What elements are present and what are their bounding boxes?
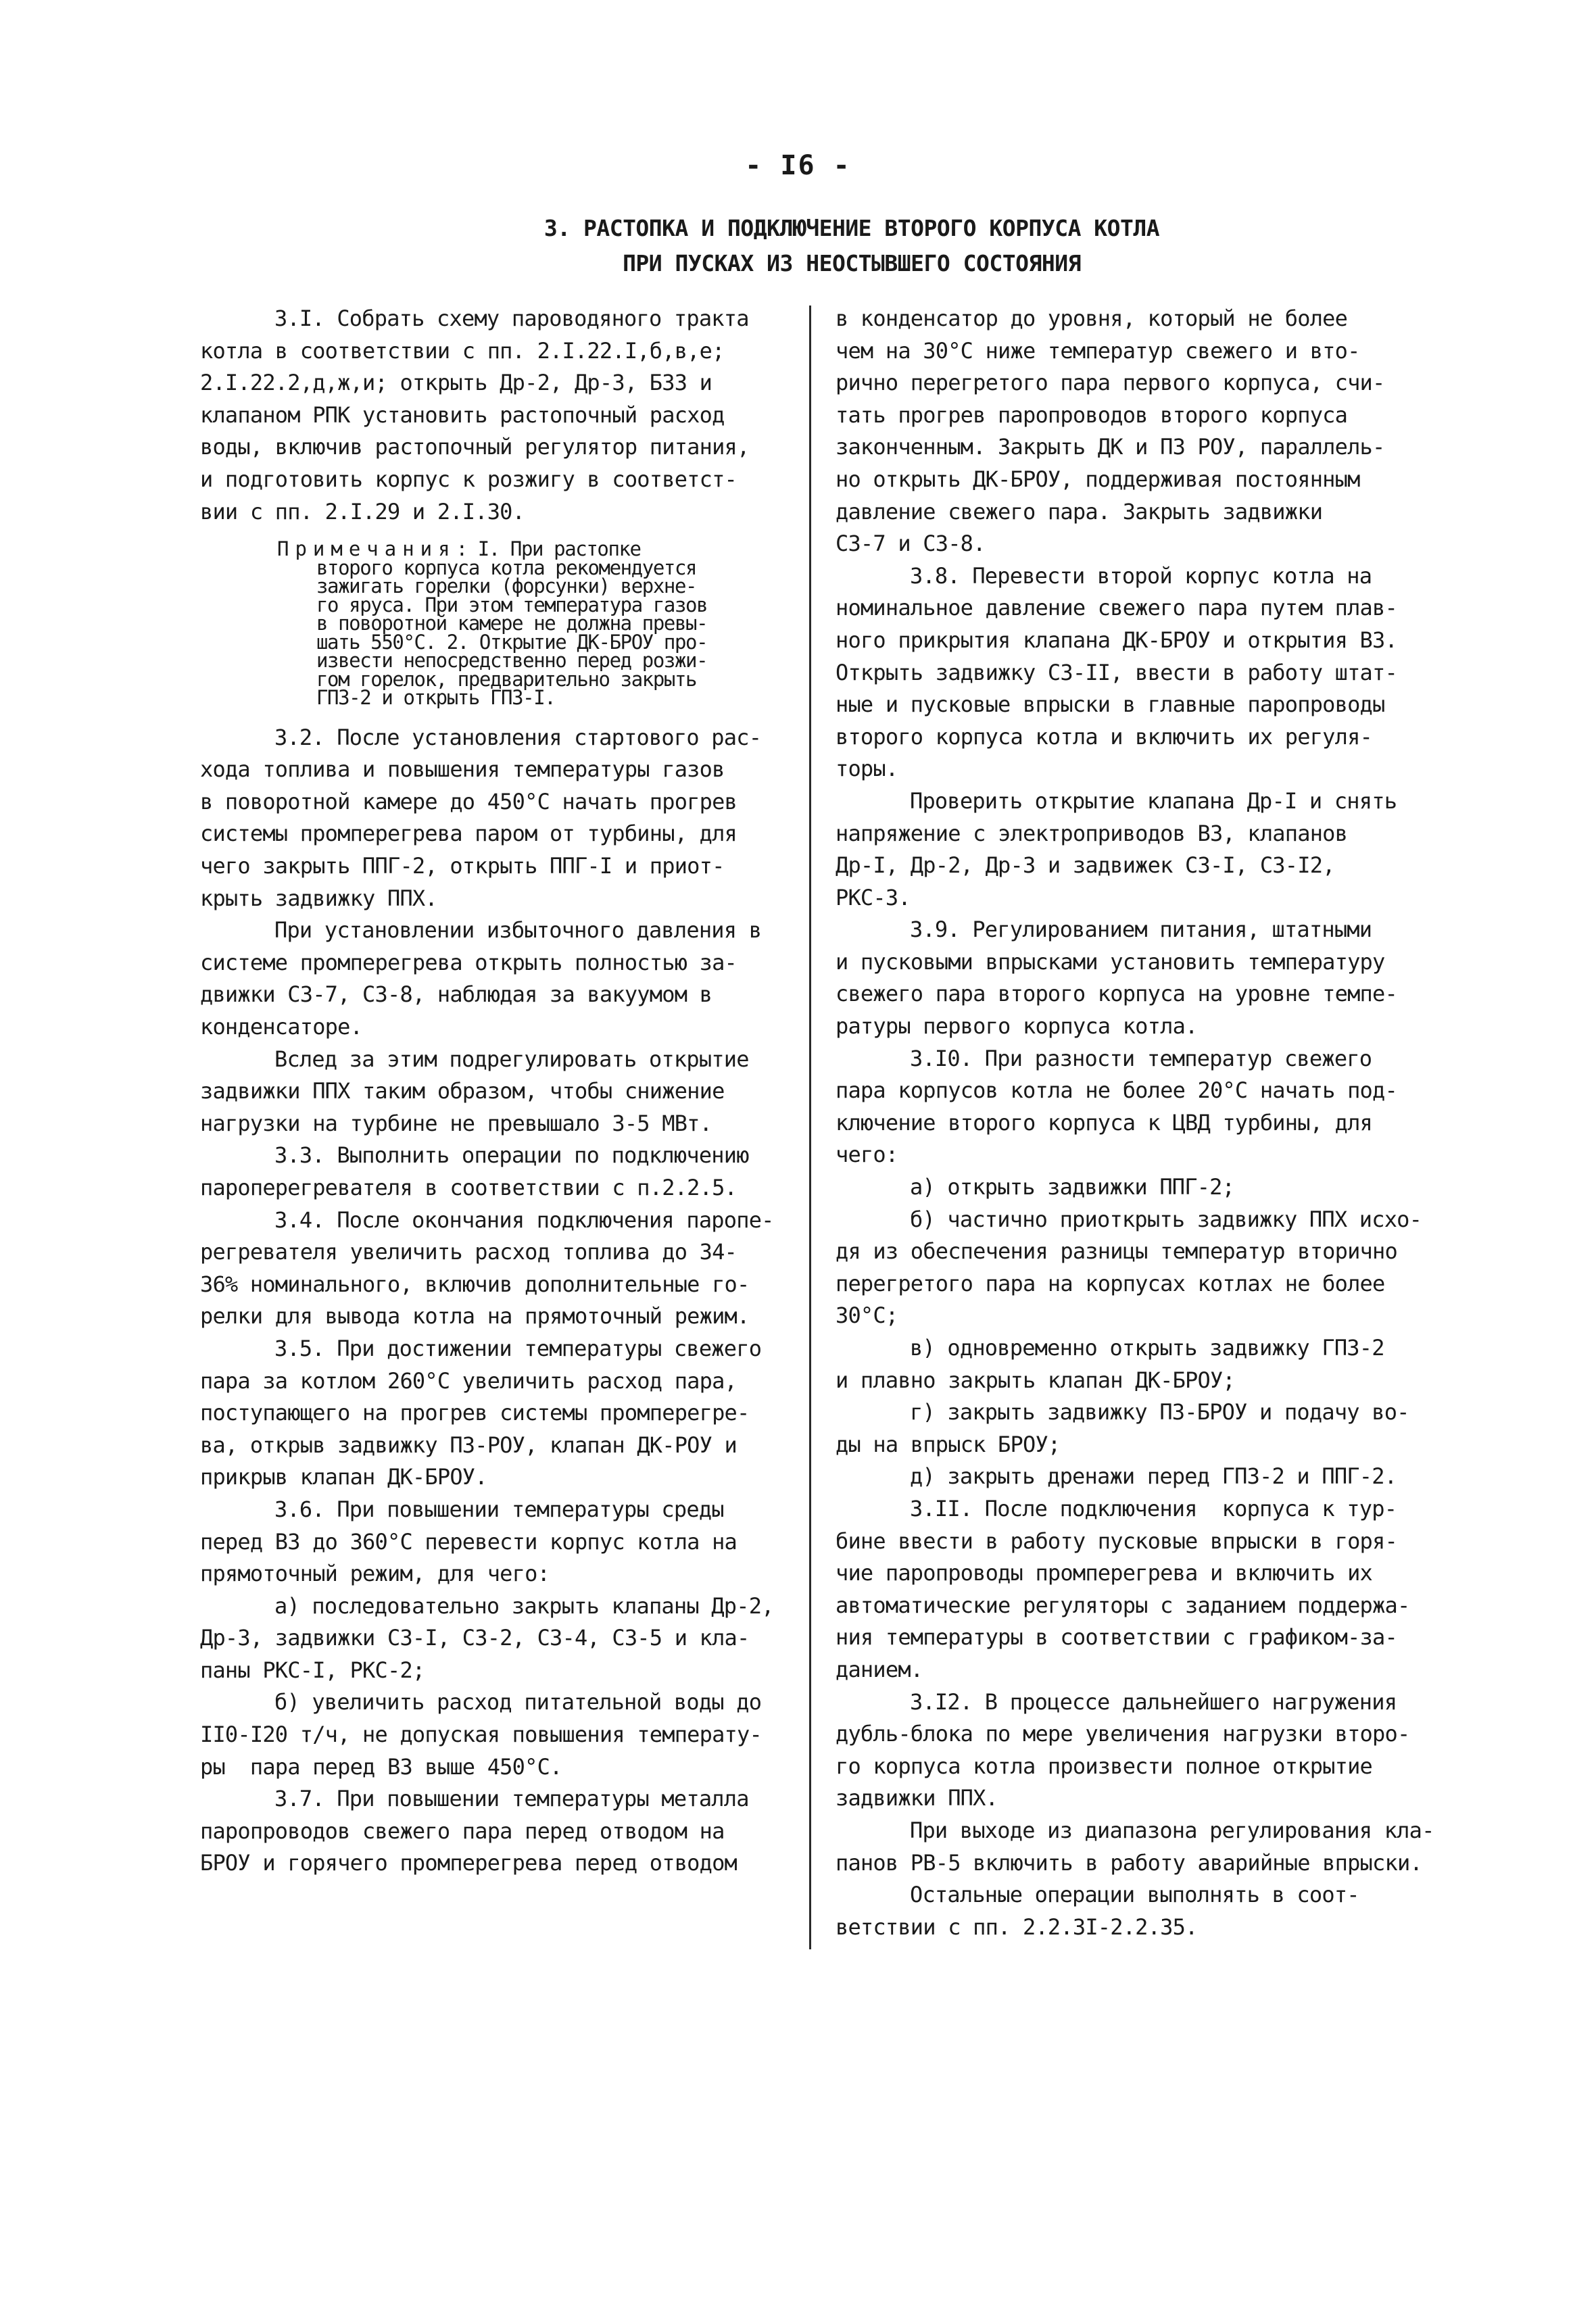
text-line: 30°С; [836, 1302, 898, 1329]
text-line: прямоточный режим, для чего: [200, 1561, 550, 1587]
text-line: ветствии с пп. 2.2.3I-2.2.35. [836, 1914, 1198, 1940]
text-line: тать прогрев паропроводов второго корпуса [836, 401, 1348, 428]
text-line: 36% номинального, включив дополнительные го- [200, 1271, 750, 1297]
text-line: и подготовить корпус к розжигу в соответст- [200, 466, 737, 492]
text-line: дубль-блока по мере увеличения нагрузки второ- [836, 1721, 1410, 1747]
text-line: Др-I, Др-2, Др-3 и задвижек СЗ-I, СЗ-I2, [836, 852, 1335, 879]
text-line: прикрыв клапан ДК-БРОУ. [200, 1464, 487, 1490]
text-line: СЗ-7 и СЗ-8. [836, 531, 986, 557]
text-line: Остальные операции выполнять в соот- [910, 1882, 1359, 1908]
text-line: но открыть ДК-БРОУ, поддерживая постоянным [836, 466, 1360, 492]
note-line: гом горелок, предварительно закрыть [316, 667, 697, 691]
text-line: котла в соответствии с пп. 2.I.22.I,б,в,е; [200, 337, 725, 364]
text-line: и пусковыми впрысками установить температуру [836, 948, 1385, 975]
text-line: перед ВЗ до 360°С перевести корпус котла на [200, 1528, 737, 1555]
text-line: дя из обеспечения разницы температур вторично [836, 1238, 1397, 1265]
text-line: системы промперегрева паром от турбины, для [200, 821, 737, 847]
text-line: ва, открыв задвижку ПЗ-РОУ, клапан ДК-РОУ и [200, 1432, 737, 1458]
section-heading [379, 211, 1325, 281]
text-line: 2.I.22.2,д,ж,и; открыть Др-2, Др-3, БЗЗ и [200, 370, 712, 396]
note-line: извести непосредственно перед розжи- [316, 649, 708, 673]
text-line: паны РКС-I, РКС-2; [200, 1657, 425, 1683]
text-line: хода топлива и повышения температуры газов [200, 756, 725, 783]
text-line: в конденсатор до уровня, который не более [836, 306, 1348, 331]
text-line: Проверить открытие клапана Др-I и снять [910, 787, 1397, 814]
text-line: ния температуры в соответствии с графиком-за- [836, 1624, 1397, 1651]
text-line: крыть задвижку ППХ. [200, 885, 437, 911]
text-line: паропроводов свежего пара перед отводом на [200, 1818, 725, 1844]
note-line: зажигать горелки (форсунки) верхне- [316, 575, 697, 598]
text-line: 3.8. Перевести второй корпус котла на [910, 562, 1372, 589]
text-line: 3.II. После подключения корпуса к тур- [910, 1495, 1397, 1521]
text-line: торы. [836, 756, 898, 782]
text-line: системе промперегрева открыть полностью за- [200, 949, 737, 975]
text-line: задвижки ППХ таким образом, чтобы снижение [200, 1078, 725, 1104]
text-line: законченным. Закрыть ДК и ПЗ РОУ, параллель- [836, 434, 1385, 460]
text-line: нагрузки на турбине не превышало 3-5 МВт. [200, 1110, 712, 1136]
note-line: го яруса. При этом температура газов [316, 593, 708, 616]
note-label: Примечания [277, 537, 456, 561]
text-line: 3.2. После установления стартового рас- [274, 724, 762, 750]
text-line: воды, включив растопочный регулятор питания, [200, 434, 750, 460]
text-line: поступающего на прогрев системы промперегре- [200, 1400, 750, 1426]
text-line: пара за котлом 260°С увеличить расход пара, [200, 1367, 737, 1394]
note-text: : I. При растопке [456, 537, 641, 561]
text-line: чего закрыть ППГ-2, открыть ППГ-I и приот- [200, 853, 725, 879]
text-line: 3.5. При достижении температуры свежего [274, 1335, 762, 1361]
text-line: вии с пп. 2.I.29 и 2.I.30. [200, 498, 525, 525]
text-line: ного прикрытия клапана ДК-БРОУ и открытия ВЗ. [836, 627, 1397, 653]
note-line: второго корпуса котла рекомендуется [316, 556, 697, 579]
text-line: ды на впрыск БРОУ; [836, 1431, 1061, 1457]
text-line: а) открыть задвижки ППГ-2; [910, 1174, 1235, 1200]
text-line: пароперегревателя в соответствии с п.2.2.5. [200, 1174, 737, 1200]
text-line: Др-3, задвижки СЗ-I, СЗ-2, СЗ-4, СЗ-5 и кла- [200, 1625, 750, 1651]
text-line: II0-I20 т/ч, не допуская повышения температу- [200, 1722, 762, 1748]
text-line: го корпуса котла произвести полное открытие [836, 1753, 1373, 1779]
text-line: 3.I. Собрать схему пароводяного тракта [274, 306, 749, 331]
text-line: в поворотной камере до 450°С начать прогрев [200, 788, 737, 814]
text-line: 3.4. После окончания подключения паропе- [274, 1207, 774, 1233]
text-line: давление свежего пара. Закрыть задвижки [836, 498, 1323, 525]
text-line: БРОУ и горячего промперегрева перед отводом [200, 1850, 737, 1876]
left-column [200, 303, 795, 1880]
heading-line-2: ПРИ ПУСКАХ ИЗ НЕОСТЫВШЕГО СОСТОЯНИЯ [623, 250, 1081, 276]
text-line: чем на 30°С ниже температур свежего и вто- [836, 337, 1360, 364]
text-line: ключение второго корпуса к ЦВД турбины, для [836, 1109, 1373, 1136]
text-line: ратуры первого корпуса котла. [836, 1013, 1198, 1040]
text-line: данием. [836, 1656, 923, 1682]
text-line: б) частично приоткрыть задвижку ППХ исхо- [910, 1206, 1422, 1232]
text-line: д) закрыть дренажи перед ГПЗ-2 и ППГ-2. [910, 1463, 1397, 1490]
text-line: регревателя увеличить расход топлива до 34- [200, 1239, 737, 1265]
text-line: 3.I0. При разности температур свежего [910, 1045, 1372, 1071]
text-line: РКС-3. [836, 884, 911, 910]
note-block [200, 537, 795, 710]
text-line: релки для вывода котла на прямоточный режим. [200, 1303, 750, 1330]
text-line: 3.I2. В процессе дальнейшего нагружения [910, 1688, 1397, 1715]
text-line: 3.3. Выполнить операции по подключению [274, 1142, 749, 1169]
text-line: движки СЗ-7, СЗ-8, наблюдая за вакуумом в [200, 981, 712, 1008]
text-line: При установлении избыточного давления в [274, 917, 762, 944]
text-line: перегретого пара на корпусах котлах не более [836, 1270, 1385, 1296]
text-line: автоматические регуляторы с заданием поддержа- [836, 1592, 1410, 1618]
text-line: чего: [836, 1142, 898, 1168]
text-line: Вслед за этим подрегулировать открытие [274, 1046, 749, 1072]
page-number: - I6 - [745, 150, 851, 181]
text-line: При выходе из диапазона регулирования кла- [910, 1817, 1434, 1843]
note-line: в поворотной камере не должна превы- [316, 612, 708, 635]
right-column [836, 303, 1452, 1943]
text-line: задвижки ППХ. [836, 1785, 998, 1811]
text-line: панов РВ-5 включить в работу аварийные впрыски. [836, 1849, 1422, 1876]
text-line: напряжение с электроприводов ВЗ, клапанов [836, 820, 1348, 846]
note-line: шать 550°С. 2. Открытие ДК-БРОУ про- [316, 630, 708, 654]
text-line: в) одновременно открыть задвижку ГПЗ-2 [910, 1335, 1384, 1361]
text-line: ные и пусковые впрыски в главные паропроводы [836, 691, 1385, 718]
text-line: свежего пара второго корпуса на уровне темпе- [836, 981, 1397, 1007]
text-line: б) увеличить расход питательной воды до [274, 1689, 762, 1715]
heading-line-1: 3. РАСТОПКА И ПОДКЛЮЧЕНИЕ ВТОРОГО КОРПУСА КОТЛА [543, 215, 1160, 241]
text-line: 3.9. Регулированием питания, штатными [910, 917, 1372, 943]
text-line: г) закрыть задвижку ПЗ-БРОУ и подачу во- [910, 1399, 1409, 1425]
text-line: ры пара перед ВЗ выше 450°С. [200, 1753, 562, 1780]
text-line: пара корпусов котла не более 20°С начать под- [836, 1077, 1397, 1104]
text-line: бине ввести в работу пусковые впрыски в горя- [836, 1528, 1397, 1554]
text-line: а) последовательно закрыть клапаны Др-2, [274, 1592, 774, 1619]
text-line: клапаном РПК установить растопочный расход [200, 401, 725, 428]
text-line: 3.7. При повышении температуры металла [274, 1786, 749, 1812]
text-line: 3.6. При повышении температуры среды [274, 1496, 724, 1522]
column-divider [809, 306, 811, 1949]
text-line: чие паропроводы промперегрева и включить их [836, 1560, 1373, 1586]
text-line: номинальное давление свежего пара путем плав- [836, 595, 1397, 621]
text-line: Открыть задвижку СЗ-II, ввести в работу штат- [836, 659, 1397, 685]
note-line: ГПЗ-2 и открыть ГПЗ-I. [316, 686, 556, 710]
text-line: рично перегретого пара первого корпуса, счи- [836, 370, 1385, 396]
text-line: второго корпуса котла и включить их регуля- [836, 723, 1373, 750]
text-line: конденсаторе. [200, 1014, 363, 1040]
text-line: и плавно закрыть клапан ДК-БРОУ; [836, 1367, 1235, 1393]
